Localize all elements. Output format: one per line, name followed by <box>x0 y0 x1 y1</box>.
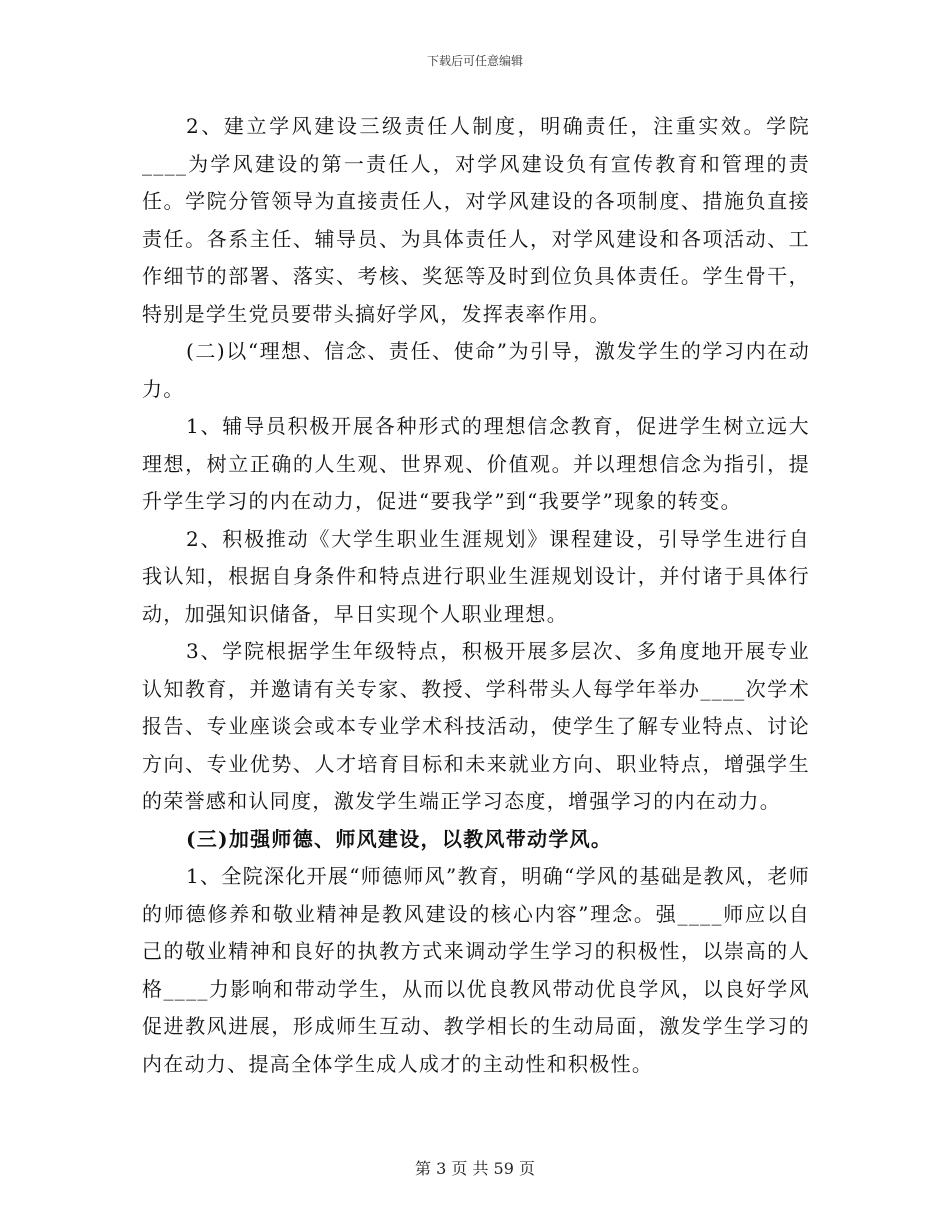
section-heading-3: (三)加强师德、师风建设，以教风带动学风。 <box>186 826 613 851</box>
paragraph-responsibility-system: 2、建立学风建设三级责任人制度，明确责任，注重实效。学院____为学风建设的第一责任人，对学风建设负有宣传教育和管理的责任。学院分管领导为直接责任人，对学风建设的各项制度、措施负直接责任。各系主任、辅导员、为具体责任人，对学风建设和各项活动、工作细节的部署、落实、考核、奖惩等及时到位负具体责任。学生骨干，特别是学生党员要带头搞好学风，发挥表率作用。 <box>142 114 810 326</box>
section-heading-2: (二)以“理想、信念、责任、使命”为引导，激发学生的学习内在动力。 <box>142 339 810 401</box>
document-body <box>142 108 810 1083</box>
paragraph-career-planning: 2、积极推动《大学生职业生涯规划》课程建设，引导学生进行自我认知，根据自身条件和特点进行职业生涯规划设计，并付诸于具体行动，加强知识储备，早日实现个人职业理想。 <box>142 526 810 626</box>
paragraph-professional-education: 3、学院根据学生年级特点，积极开展多层次、多角度地开展专业认知教育，并邀请有关专家、教授、学科带头人每学年举办____次学术报告、专业座谈会或本专业学术科技活动，使学生了解专业特点、讨论方向、专业优势、人才培育目标和未来就业方向、职业特点，增强学生的荣誉感和认同度，激发学生端正学习态度，增强学习的内在动力。 <box>142 639 810 813</box>
page-header: 下载后可任意编辑 <box>426 54 523 68</box>
page-number: 第 3 页 共 59 页 <box>415 1159 535 1178</box>
paragraph-ideals-education: 1、辅导员积极开展各种形式的理想信念教育，促进学生树立远大理想，树立正确的人生观、世界观、价值观。并以理想信念为指引，提升学生学习的内在动力，促进“要我学”到“我要学”现象的转变。 <box>142 414 810 513</box>
paragraph-teacher-ethics: 1、全院深化开展“师德师风”教育，明确“学风的基础是教风，老师的师德修养和敬业精神是教风建设的核心内容”理念。强____师应以自己的敬业精神和良好的执教方式来调动学生学习的积极性，以崇高的人格____力影响和带动学生，从而以优良教风带动优良学风，以良好学风促进教风进展，形成师生互动、教学相长的生动局面，激发学生学习的内在动力、提高全体学生成人成才的主动性和积极性。 <box>142 864 810 1076</box>
